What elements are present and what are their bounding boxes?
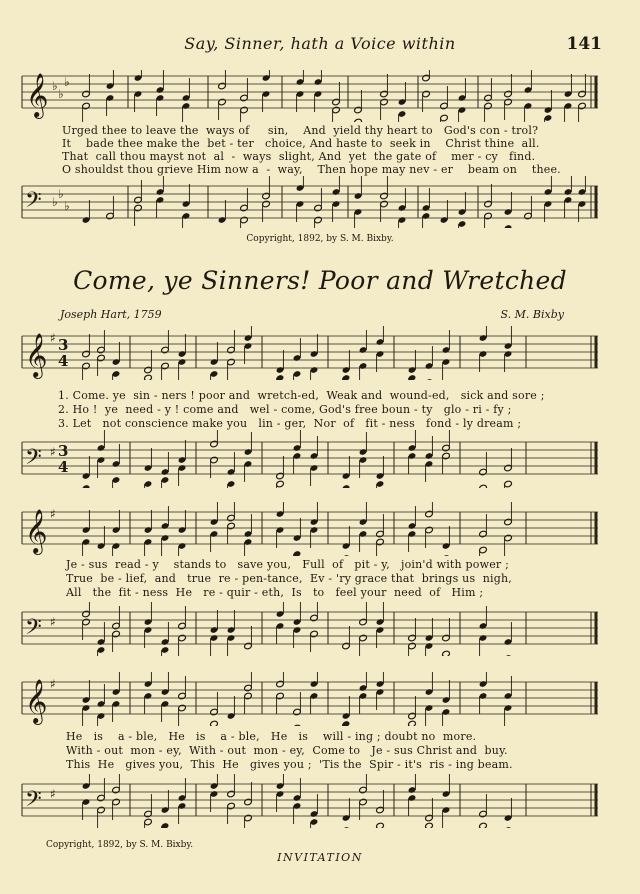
page-footer: INVITATION: [277, 851, 363, 864]
page-number: 141: [566, 34, 602, 54]
key-sharp-icon: ♯: [50, 615, 56, 629]
time-signature-top: 3: [58, 336, 69, 354]
hymn2-system3-bass: [0, 774, 640, 828]
treble-clef-icon: 𝄞: [26, 73, 49, 117]
hymn2-s3-lyric-2: With - out mon - ey, With - out mon - ey, Come to Je - sus Christ and buy.: [66, 744, 508, 757]
time-signature-bottom: 4: [58, 458, 69, 476]
hymn1-copyright: Copyright, 1892, by S. M. Bixby.: [246, 234, 394, 244]
time-signature-bottom: 4: [58, 352, 69, 370]
hymn2-title: Come, ye Sinners! Poor and Wretched: [73, 266, 567, 295]
svg-text:♭: ♭: [64, 75, 70, 89]
treble-clef-icon: 𝄞: [25, 509, 48, 553]
hymn2-author: Joseph Hart, 1759: [60, 308, 162, 321]
hymn2-system2-treble: [0, 502, 640, 556]
svg-text:♭: ♭: [52, 79, 58, 93]
svg-text:♭: ♭: [64, 199, 70, 213]
hymn2-s2-lyric-3: All the fit - ness He re - quir - eth, Is to feel your need of Him ;: [66, 586, 484, 599]
svg-text:♭: ♭: [58, 87, 64, 101]
svg-text:♭: ♭: [58, 187, 64, 201]
bass-clef-icon: 𝄢: [25, 445, 42, 475]
hymn1-bass-staff: [0, 176, 640, 228]
hymn2-s1-lyric-2: 2. Ho ! ye need - y ! come and wel - come, God's free boun - ty glo - ri - fy ;: [58, 403, 512, 416]
hymn1-lyric-line-2: It bade thee make the bet - ter choice, And haste to seek in Christ thine all.: [62, 137, 540, 150]
treble-clef-icon: 𝄞: [25, 333, 48, 377]
hymn2-s2-lyric-1: Je - sus read - y stands to save you, Full of pit - y, join'd with power ;: [66, 558, 509, 571]
hymn2-system3-treble: [0, 672, 640, 726]
key-sharp-icon: ♯: [50, 677, 56, 691]
hymn2-s1-lyric-3: 3. Let not conscience make you lin - ger, Nor of fit - ness fond - ly dream ;: [58, 417, 522, 430]
hymn1-lyric-line-3: That call thou mayst not al - ways slight, And yet the gate of mer - cy find.: [62, 150, 536, 163]
treble-clef-icon: 𝄞: [25, 679, 48, 723]
hymn2-system1-treble: [0, 326, 640, 380]
hymn2-copyright: Copyright, 1892, by S. M. Bixby.: [46, 840, 194, 850]
hymn2-composer: S. M. Bixby: [500, 308, 564, 321]
hymn1-treble-staff: [0, 70, 640, 122]
hymn2-system2-bass: [0, 602, 640, 656]
hymn2-s1-lyric-1: 1. Come. ye sin - ners ! poor and wretch-ed, Weak and wound-ed, sick and sore ;: [58, 389, 545, 402]
hymn2-s2-lyric-2: True be - lief, and true re - pen-tance, Ev - 'ry grace that brings us nigh,: [66, 572, 512, 585]
hymn2-s3-lyric-3: This He gives you, This He gives you ; 'Tis the Spir - it's ris - ing beam.: [66, 758, 513, 771]
bass-clef-icon: 𝄢: [25, 615, 42, 645]
key-sharp-icon: ♯: [50, 787, 56, 801]
time-signature-top: 3: [58, 442, 69, 460]
hymn1-lyric-line-4: O shouldst thou grieve Him now a - way, Then hope may nev - er beam on thee.: [62, 163, 561, 176]
running-head: Say, Sinner, hath a Voice within: [184, 34, 456, 53]
key-sharp-icon: ♯: [50, 331, 56, 345]
bass-clef-icon: 𝄢: [25, 787, 42, 817]
hymn2-system1-bass: [0, 430, 640, 488]
svg-text:♭: ♭: [52, 195, 58, 209]
key-sharp-icon: ♯: [50, 445, 56, 459]
key-sharp-icon: ♯: [50, 507, 56, 521]
hymn2-s3-lyric-1: He is a - ble, He is a - ble, He is will - ing ; doubt no more.: [66, 730, 477, 743]
bass-clef-icon: 𝄢: [25, 188, 42, 218]
hymn1-lyric-line-1: Urged thee to leave the ways of sin, And yield thy heart to God's con - trol?: [62, 124, 539, 137]
